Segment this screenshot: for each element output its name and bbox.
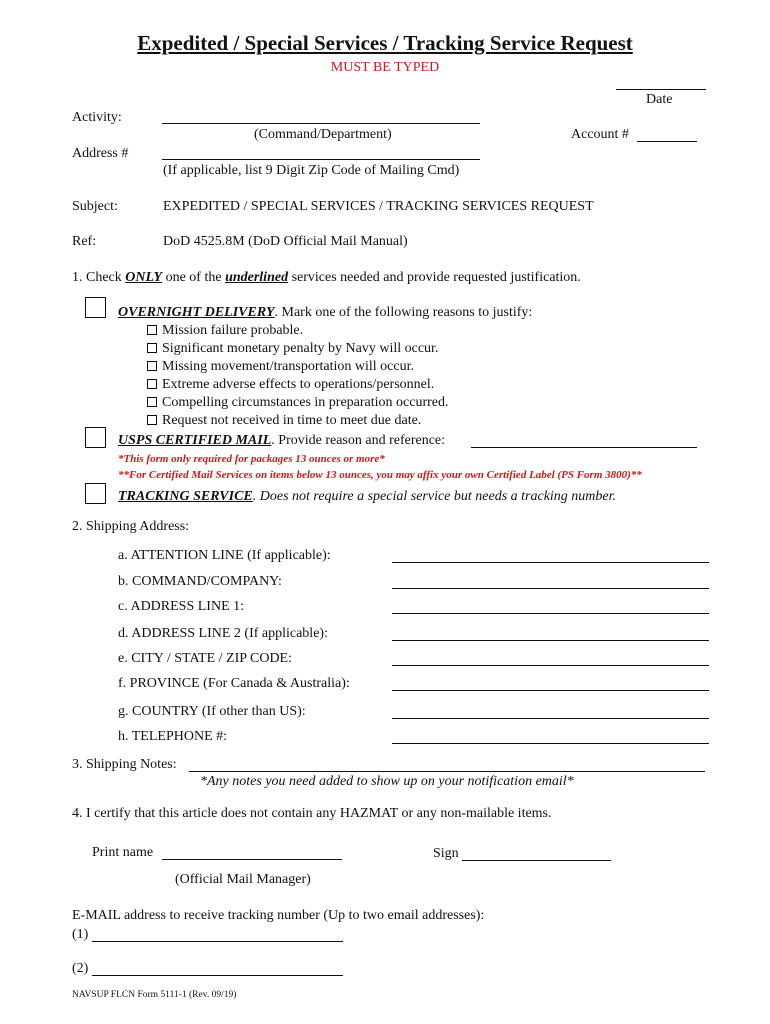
certified-mail-instruction: . Provide reason and reference:: [271, 433, 446, 448]
reason-label: Request not received in time to meet due date.: [162, 413, 422, 428]
tracking-service-label: TRACKING SERVICE: [118, 489, 253, 504]
section-1-instruction: [72, 270, 581, 286]
shipping-field-label: [118, 574, 282, 590]
section-3-number: 3.: [72, 757, 83, 772]
overnight-delivery-instruction: . Mark one of the following reasons to justify:: [274, 305, 533, 320]
reason-item[interactable]: [147, 395, 449, 411]
section-3-heading: [72, 757, 177, 773]
reason-item[interactable]: [147, 359, 414, 375]
section-3-label: Shipping Notes:: [86, 757, 177, 772]
tracking-service-line: [118, 489, 616, 505]
reason-checkbox[interactable]: [147, 397, 157, 407]
address-line-2-field[interactable]: [392, 640, 709, 641]
activity-label: Activity:: [72, 110, 122, 125]
field-letter: g.: [118, 704, 129, 719]
overnight-delivery-checkbox[interactable]: [85, 297, 106, 318]
ref-value: DoD 4525.8M (DoD Official Mail Manual): [163, 234, 408, 249]
field-label: CITY / STATE / ZIP CODE:: [131, 651, 292, 666]
reason-label: Significant monetary penalty by Navy will occur.: [162, 341, 439, 356]
email-2-field[interactable]: [92, 975, 343, 976]
reason-label: Compelling circumstances in preparation occurred.: [162, 395, 449, 410]
reason-item[interactable]: [147, 377, 434, 393]
certified-mail-line: [118, 433, 445, 449]
shipping-field-label: [118, 651, 292, 667]
shipping-field-label: [118, 626, 328, 642]
reason-item[interactable]: [147, 413, 421, 429]
address-label: Address #: [72, 146, 129, 161]
section-4-text: I certify that this article does not contain any HAZMAT or any non-mailable items.: [86, 806, 552, 821]
reason-checkbox[interactable]: [147, 379, 157, 389]
section-4-statement: [72, 806, 552, 822]
city-state-zip-field[interactable]: [392, 665, 709, 666]
section-4-number: 4.: [72, 806, 83, 821]
command-company-field[interactable]: [392, 588, 709, 589]
province-field[interactable]: [392, 690, 709, 691]
section-1-text-c: services needed and provide requested justification.: [291, 270, 581, 285]
only-emphasis: ONLY: [125, 270, 163, 285]
activity-field[interactable]: [162, 123, 480, 124]
field-letter: b.: [118, 574, 129, 589]
field-letter: h.: [118, 729, 129, 744]
certified-note-weight: *This form only required for packages 13 ounces or more*: [118, 453, 385, 465]
field-letter: c.: [118, 599, 128, 614]
certified-note-label: **For Certified Mail Services on items below 13 ounces, you may affix your own Certified Label (PS Form 3800)**: [118, 469, 642, 481]
date-field[interactable]: [616, 89, 706, 90]
reason-label: Extreme adverse effects to operations/personnel.: [162, 377, 435, 392]
reason-checkbox[interactable]: [147, 325, 157, 335]
address-field[interactable]: [162, 159, 480, 160]
sign-label: Sign: [433, 846, 459, 861]
overnight-delivery-line: [118, 305, 532, 321]
shipping-field-label: [118, 729, 227, 745]
telephone-field[interactable]: [392, 743, 709, 744]
field-label: PROVINCE (For Canada & Australia):: [129, 676, 350, 691]
reason-item[interactable]: [147, 341, 438, 357]
field-label: ADDRESS LINE 1:: [130, 599, 245, 614]
section-1-text-a: Check: [86, 270, 122, 285]
address-hint: (If applicable, list 9 Digit Zip Code of Mailing Cmd): [163, 163, 460, 178]
official-mail-manager-caption: (Official Mail Manager): [175, 872, 311, 887]
field-letter: f.: [118, 676, 127, 691]
shipping-field-label: [118, 676, 350, 692]
field-label: TELEPHONE #:: [131, 729, 228, 744]
field-label: ADDRESS LINE 2 (If applicable):: [131, 626, 328, 641]
ref-label: Ref:: [72, 234, 97, 249]
shipping-notes-field[interactable]: [189, 771, 705, 772]
reason-checkbox[interactable]: [147, 343, 157, 353]
account-label: Account #: [571, 127, 629, 142]
certified-reason-field[interactable]: [471, 447, 697, 448]
date-label: Date: [646, 92, 673, 107]
form-number: NAVSUP FLCN Form 5111-1 (Rev. 09/19): [72, 990, 237, 1000]
section-2-heading: [72, 519, 189, 535]
section-2-label: Shipping Address:: [86, 519, 190, 534]
shipping-field-label: [118, 599, 244, 615]
must-be-typed-notice: MUST BE TYPED: [330, 60, 440, 75]
signature-field[interactable]: [462, 860, 611, 861]
field-label: COMMAND/COMPANY:: [132, 574, 282, 589]
shipping-field-label: [118, 704, 306, 720]
attention-line-field[interactable]: [392, 562, 709, 563]
reason-checkbox[interactable]: [147, 415, 157, 425]
country-field[interactable]: [392, 718, 709, 719]
section-2-number: 2.: [72, 519, 83, 534]
subject-label: Subject:: [72, 199, 118, 214]
form-title: Expedited / Special Services / Tracking Service Request: [137, 31, 633, 55]
underlined-emphasis: underlined: [225, 270, 289, 285]
field-letter: d.: [118, 626, 129, 641]
reason-checkbox[interactable]: [147, 361, 157, 371]
field-letter: e.: [118, 651, 128, 666]
certified-mail-checkbox[interactable]: [85, 427, 106, 448]
shipping-field-label: [118, 548, 331, 564]
email-instructions: E-MAIL address to receive tracking number (Up to two email addresses):: [72, 908, 485, 923]
account-field[interactable]: [637, 141, 697, 142]
field-label: COUNTRY (If other than US):: [132, 704, 306, 719]
reason-label: Mission failure probable.: [162, 323, 304, 338]
section-1-text-b: one of the: [165, 270, 222, 285]
certified-mail-label: USPS CERTIFIED MAIL: [118, 433, 272, 448]
print-name-field[interactable]: [162, 859, 342, 860]
overnight-delivery-label: OVERNIGHT DELIVERY: [118, 305, 275, 320]
command-department-caption: (Command/Department): [254, 127, 392, 142]
reason-label: Missing movement/transportation will occur.: [162, 359, 414, 374]
email-2-label: (2): [72, 961, 89, 976]
section-1-number: 1.: [72, 270, 83, 285]
email-1-field[interactable]: [92, 941, 343, 942]
subject-value: EXPEDITED / SPECIAL SERVICES / TRACKING SERVICES REQUEST: [163, 199, 594, 214]
print-name-label: Print name: [92, 845, 154, 860]
field-label: ATTENTION LINE (If applicable):: [130, 548, 331, 563]
field-letter: a.: [118, 548, 128, 563]
address-line-1-field[interactable]: [392, 613, 709, 614]
tracking-service-checkbox[interactable]: [85, 483, 106, 504]
shipping-notes-hint: *Any notes you need added to show up on your notification email*: [200, 774, 574, 789]
email-1-label: (1): [72, 927, 89, 942]
reason-item[interactable]: [147, 323, 303, 339]
tracking-service-instruction: . Does not require a special service but needs a tracking number.: [252, 489, 617, 504]
